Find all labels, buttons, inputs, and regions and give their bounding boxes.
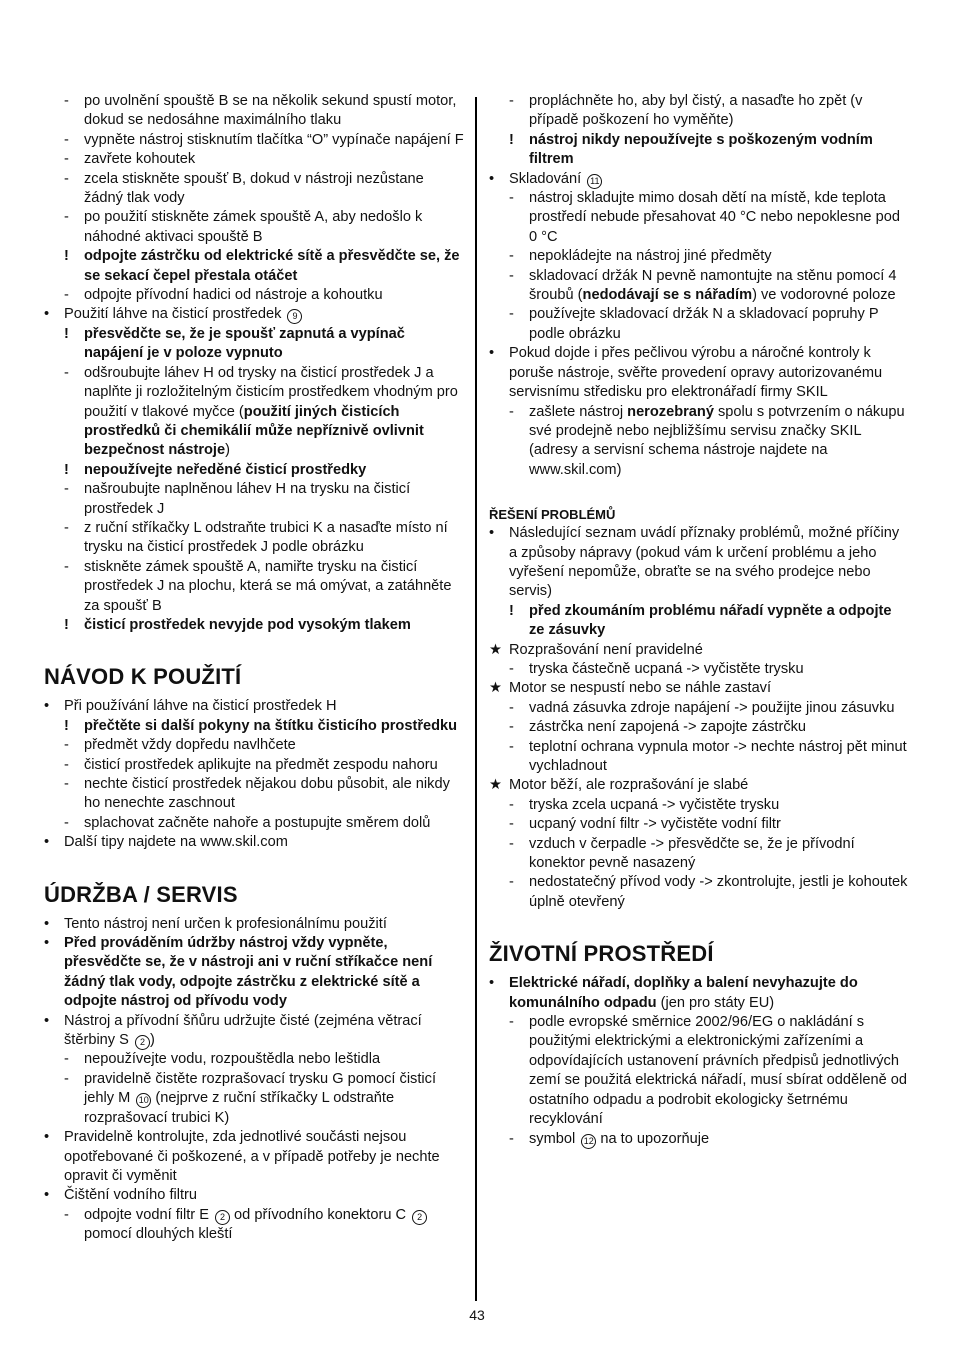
list-marker: - [64, 1051, 69, 1068]
list-marker: • [44, 1187, 50, 1204]
text: zcela stiskněte spoušť B, dokud v nástroji nezůstane žádný tlak vody [84, 170, 424, 207]
list-item-text [84, 131, 466, 150]
bold-text: přečtěte si další pokyny na štítku čisticího prostředku [84, 717, 458, 734]
list-marker: - [509, 738, 514, 755]
list-item [489, 131, 909, 170]
list-marker: - [64, 558, 69, 575]
list-item [489, 524, 909, 602]
list-item [44, 814, 466, 833]
text: odpojte vodní filtr E [84, 1206, 209, 1223]
list-item-text [64, 1186, 466, 1205]
list-item-text [84, 170, 466, 209]
list-item-text [84, 736, 466, 755]
list-item-text [84, 247, 466, 286]
list-marker: - [509, 403, 514, 420]
list-item [44, 1206, 466, 1245]
text: na to upozorňuje [596, 1130, 710, 1147]
list-item [489, 92, 909, 131]
text: ) [149, 1032, 155, 1049]
text: nedostatečný přívod vody -> zkontrolujte, jestli je kohoutek úplně otevřený [529, 874, 908, 910]
list-item [44, 325, 466, 364]
list-item-text [529, 189, 909, 247]
list-marker: ★ [489, 777, 503, 794]
text: Motor běží, ale rozprašování je slabé [509, 777, 749, 794]
list-item [44, 616, 466, 635]
list-item [44, 1128, 466, 1186]
list-item-text [529, 602, 909, 641]
list-item [489, 974, 909, 1013]
list-marker: ! [509, 602, 514, 619]
list-item-text: skladovací držák N pevně namontujte na stěnu pomocí 4 šroubů (nedodávají se s nářadím) ve vodorovné poloze [529, 267, 897, 304]
list-item [489, 267, 909, 306]
list-marker: - [509, 816, 514, 833]
text: nástroj skladujte mimo dosah dětí na místě, kde teplota prostředí nebude přesahovat 40 °C nebo nepoklesne pod 0 °C [529, 190, 900, 245]
subsection-heading: ŘEŠENÍ PROBLÉMŮ [489, 507, 616, 523]
list-item-text [84, 461, 466, 480]
list-marker: - [64, 776, 69, 792]
bold-text: nepoužívejte neředěné čisticí prostředky [84, 461, 367, 478]
list-marker: • [489, 345, 495, 362]
list-item [489, 679, 909, 698]
list-item [489, 776, 909, 795]
list-item-text [509, 641, 909, 660]
text: Rozprašování není pravidelné [509, 641, 703, 658]
list-item [489, 344, 909, 402]
list-item-text [84, 325, 466, 364]
bold-text: odpojte zástrčku od elektrické sítě a přesvědčte se, že se sekací čepel přestala otáčet [84, 248, 460, 284]
list-item-text [509, 524, 909, 602]
list-item [44, 1186, 466, 1205]
list-item-text [529, 873, 909, 912]
list-item-text [529, 796, 909, 815]
list-marker: - [64, 131, 69, 148]
list-item [489, 718, 909, 737]
text: pravidelně čistěte rozprašovací trysku G pomocí čisticí jehly M [84, 1070, 437, 1107]
list-item-text [84, 756, 466, 775]
text: Pravidelně kontrolujte, zda jednotlivé součásti nejsou opotřebované či poškozené, a v případě potřeby je nechte opravit či vyměnit [64, 1129, 440, 1184]
list-marker: - [509, 1130, 514, 1147]
list-marker: - [509, 719, 514, 736]
list-item-text [529, 699, 909, 718]
list-item [44, 461, 466, 480]
text: splachovat začněte nahoře a postupujte směrem dolů [84, 814, 431, 831]
list-marker: ! [64, 325, 69, 342]
list-item-text [84, 1050, 466, 1069]
list-marker: - [64, 209, 69, 226]
text: Pokud dojde i přes pečlivou výrobu a náročné kontroly k poruše nástroje, svěřte provedení opravy autorizovanému servisnímu středisku pro elektronářadí firmy SKIL [509, 345, 883, 401]
list-item [44, 480, 466, 519]
bold-text: před zkoumáním problému nářadí vypněte a odpojte ze zásuvky [529, 602, 892, 639]
text: teplotní ochrana vypnula motor -> nechte nástroj pět minut vychladnout [529, 738, 907, 774]
list-marker: - [64, 364, 69, 381]
text: Motor se nespustí nebo se náhle zastaví [509, 680, 772, 697]
text: propláchněte ho, aby byl čistý, a nasaďte ho zpět (v případě poškození ho vyměňte) [529, 93, 863, 129]
list-item-text [509, 679, 909, 698]
text: zavřete kohoutek [84, 151, 196, 168]
text: odpojte přívodní hadici od nástroje a kohoutku [84, 287, 383, 304]
list-item [44, 717, 466, 736]
text: stiskněte zámek spouště A, namiřte trysku na čisticí prostředek J na plochu, která se má omývat, a zatáhněte za spoušť B [84, 558, 452, 614]
section-heading: ÚDRŽBA / SERVIS [44, 881, 238, 907]
list-item [489, 305, 909, 344]
list-item [44, 519, 466, 558]
list-item [44, 131, 466, 150]
list-item [489, 699, 909, 718]
list-marker: • [489, 170, 495, 187]
list-item [44, 170, 466, 209]
list-marker: ! [509, 131, 514, 148]
text: Tento nástroj není určen k profesionálnímu použití [64, 915, 387, 932]
text: po uvolnění spouště B se na několik sekund spustí motor, dokud se nedosáhne maximálního tlaku [84, 93, 457, 129]
list-marker: - [64, 814, 69, 831]
list-item [489, 189, 909, 247]
list-item [489, 403, 909, 481]
text: po použití stiskněte zámek spouště A, aby nedošlo k náhodné aktivaci spouště B [84, 209, 423, 245]
text: podle evropské směrnice 2002/96/EG o nakládání s použitými elektrickými a elektronickými zařízeními a odpovídajících ustanovení právních předpisů jednotlivých zemí se použitá elektrická nářadí, musí sbírat odděleně od ostatního odpadu a podrobit ekologicky šetrnému recyklování [529, 1014, 908, 1128]
list-marker: - [64, 737, 69, 754]
list-marker: - [64, 93, 69, 109]
list-item-text [84, 717, 466, 736]
list-marker: • [489, 975, 495, 992]
list-item-text [529, 1013, 909, 1129]
text: Použití láhve na čisticí prostředek [64, 306, 282, 323]
list-item-text: zašlete nástroj nerozebraný spolu s potvrzením o nákupu své prodejně nebo nejbližšímu servisu značky SKIL (adresy a servisní schema nástroje najdete na www.skil.com) [529, 403, 905, 478]
list-item-text [509, 344, 909, 402]
list-marker: - [64, 151, 69, 168]
list-item [44, 92, 466, 131]
list-item [44, 208, 466, 247]
list-marker: • [44, 1012, 50, 1029]
list-marker: - [509, 93, 514, 109]
list-item [44, 833, 466, 852]
list-item-text [529, 815, 909, 834]
list-marker: - [509, 874, 514, 891]
text: nechte čisticí prostředek nějakou dobu působit, ale nikdy ho nenechte zaschnout [84, 776, 450, 812]
text: vypněte nástroj stisknutím tlačítka “O” vypínače napájení F [84, 131, 464, 148]
list-marker: - [509, 306, 514, 323]
list-item-text [529, 247, 909, 266]
text: Další tipy najdete na www.skil.com [64, 834, 288, 851]
section-heading: ŽIVOTNÍ PROSTŘEDÍ [489, 941, 714, 967]
list-item-text [84, 150, 466, 169]
text: tryska zcela ucpaná -> vyčistěte trysku [529, 796, 780, 813]
list-item-text [529, 738, 909, 777]
emphasis: nedodávají se s nářadím [582, 287, 753, 304]
list-item-text [84, 558, 466, 616]
figure-reference-icon: 9 [287, 309, 302, 324]
list-item [44, 150, 466, 169]
list-marker: - [509, 796, 514, 813]
list-item [489, 247, 909, 266]
list-item [489, 873, 909, 912]
list-marker: • [44, 915, 50, 932]
right-column [489, 92, 909, 1149]
text: (jen pro státy EU) [656, 994, 775, 1011]
section-heading: NÁVOD K POUŽITÍ [44, 664, 242, 690]
list-item [489, 1013, 909, 1129]
list-item [44, 756, 466, 775]
text: zástrčka není zapojená -> zapojte zástrčku [529, 719, 807, 736]
text: Skladování [509, 170, 582, 187]
list-item-text [84, 1206, 466, 1245]
list-marker: • [44, 1129, 50, 1146]
figure-reference-icon: 2 [215, 1210, 230, 1225]
list-item-text [529, 835, 909, 874]
text: vadná zásuvka zdroje napájení -> použijte jinou zásuvku [529, 699, 895, 716]
list-marker: • [44, 306, 50, 323]
list-item-text [529, 660, 909, 679]
list-marker: - [64, 1070, 69, 1087]
text: nepoužívejte vodu, rozpouštědla nebo leštidla [84, 1051, 381, 1068]
text: tryska částečně ucpaná -> vyčistěte trysku [529, 660, 804, 677]
list-item-text [509, 170, 909, 189]
list-item-text [84, 480, 466, 519]
figure-reference-icon: 11 [587, 174, 602, 189]
list-marker: • [44, 935, 50, 952]
list-item-text [64, 305, 466, 324]
list-marker: ! [64, 717, 69, 734]
list-marker: ! [64, 616, 69, 633]
list-marker: - [509, 699, 514, 716]
list-marker: - [64, 481, 69, 498]
list-item [489, 835, 909, 874]
list-item [489, 815, 909, 834]
text: nepokládejte na nástroj jiné předměty [529, 248, 772, 265]
list-marker: - [509, 1014, 514, 1031]
bold-text: čisticí prostředek nevyjde pod vysokým tlakem [84, 616, 411, 633]
list-marker: - [64, 1206, 69, 1223]
list-marker: - [509, 267, 514, 284]
list-item-text [64, 833, 466, 852]
list-item [489, 641, 909, 660]
bold-text: přesvědčte se, že je spoušť zapnutá a vypínač napájení je v poloze vypnuto [84, 325, 405, 362]
list-marker: - [64, 519, 69, 536]
text: od přívodního konektoru C [230, 1206, 407, 1223]
text: Nástroj a přívodní šňůru udržujte čisté (zejména větrací štěrbiny S [64, 1012, 422, 1049]
list-item [489, 660, 909, 679]
list-item-text: odšroubujte láhev H od trysky na čisticí prostředek J a naplňte ji rozložitelným čisticím prostředkem vhodným pro použití v tlakové myčce (použití jiných čisticích prostředků či chemikálií může nepříznivě ovlivnit bezpečnost nástroje) [84, 364, 458, 459]
text: Následující seznam uvádí příznaky problémů, možné příčiny a způsoby nápravy (pokud vám k určení problému a jeho vyřešení nepomůže, obraťte se na svého prodejce nebo servis) [509, 525, 900, 600]
list-item [44, 364, 466, 461]
list-marker: - [509, 835, 514, 852]
list-item-text [84, 519, 466, 558]
list-item-text [509, 974, 909, 1013]
left-column [44, 92, 466, 1245]
bold-text: nástroj nikdy nepoužívejte s poškozeným vodním filtrem [529, 131, 873, 168]
list-item-text [529, 1130, 909, 1149]
list-marker: - [64, 756, 69, 773]
text: ucpaný vodní filtr -> vyčistěte vodní filtr [529, 816, 781, 833]
list-item [489, 602, 909, 641]
list-item [44, 934, 466, 1012]
emphasis: použití jiných čisticích prostředků či chemikálií může nepříznivě ovlivnit bezpečnost nástroje [84, 403, 424, 459]
list-item-text [64, 915, 466, 934]
text: z ruční stříkačky L odstraňte trubici K a nasaďte místo ní trysku na čisticí prostředek J podle obrázku [84, 519, 448, 556]
column-divider [475, 97, 477, 1301]
text: vzduch v čerpadle -> přesvědčte se, že je přívodní konektor pevně nasazený [529, 835, 855, 872]
figure-reference-icon: 10 [136, 1093, 151, 1108]
list-item [489, 1130, 909, 1149]
text: používejte skladovací držák N a skladovací popruhy P podle obrázku [529, 306, 879, 342]
bold-text: Před prováděním údržby nástroj vždy vypněte, přesvědčte se, že v nástroji ani v ruční stříkačce není žádný tlak vody, odpojte zástrčku z elektrické sítě a odpojte nástroj od přívodu vody [64, 935, 433, 1010]
list-item-text [529, 718, 909, 737]
list-item-text [509, 776, 909, 795]
list-item-text [64, 934, 466, 1012]
bold-text: Elektrické nářadí, doplňky a balení nevyhazujte do komunálního odpadu [509, 975, 858, 1011]
emphasis: nerozebraný [627, 403, 714, 420]
list-item [489, 170, 909, 189]
list-item [44, 1050, 466, 1069]
list-item-text [64, 1128, 466, 1186]
list-marker: - [64, 287, 69, 304]
list-marker: ★ [489, 641, 503, 658]
list-marker: - [64, 170, 69, 187]
list-item [44, 558, 466, 616]
list-item-text [84, 208, 466, 247]
list-item [44, 305, 466, 324]
list-marker: • [44, 698, 50, 715]
list-item-text [84, 92, 466, 131]
list-item-text [84, 814, 466, 833]
list-item [489, 738, 909, 777]
list-item-text [529, 131, 909, 170]
list-item [489, 796, 909, 815]
list-item-text [64, 1012, 466, 1051]
list-item-text [64, 697, 466, 716]
text: Čištění vodního filtru [64, 1187, 198, 1204]
list-item-text [529, 92, 909, 131]
text: Při používání láhve na čisticí prostředek H [64, 698, 337, 715]
list-item-text [84, 616, 466, 635]
list-marker: ! [64, 248, 69, 265]
figure-reference-icon: 2 [412, 1210, 427, 1225]
list-marker: • [489, 525, 495, 542]
figure-reference-icon: 2 [135, 1035, 150, 1050]
list-item [44, 247, 466, 286]
list-item [44, 1070, 466, 1128]
list-item [44, 775, 466, 814]
list-item [44, 697, 466, 716]
list-item [44, 1012, 466, 1051]
text: předmět vždy dopředu navlhčete [84, 737, 296, 754]
list-marker: - [509, 248, 514, 265]
page-number: 43 [469, 1307, 485, 1323]
list-marker: - [509, 190, 514, 207]
list-item-text [84, 775, 466, 814]
list-item-text [84, 286, 466, 305]
figure-reference-icon: 12 [581, 1134, 596, 1149]
list-marker: - [509, 660, 514, 677]
list-item [44, 286, 466, 305]
list-item [44, 915, 466, 934]
list-marker: ★ [489, 680, 503, 697]
list-marker: • [44, 834, 50, 851]
list-item-text [529, 305, 909, 344]
text: čisticí prostředek aplikujte na předmět zespodu nahoru [84, 756, 438, 773]
list-marker: ! [64, 461, 69, 478]
text: symbol [529, 1130, 576, 1147]
text: pomocí dlouhých kleští [84, 1226, 233, 1243]
list-item-text [84, 1070, 466, 1128]
list-item [44, 736, 466, 755]
text: (nejprve z ruční stříkačky L odstraňte rozprašovací trubici K) [84, 1090, 395, 1126]
text: našroubujte naplněnou láhev H na trysku na čisticí prostředek J [84, 481, 411, 517]
